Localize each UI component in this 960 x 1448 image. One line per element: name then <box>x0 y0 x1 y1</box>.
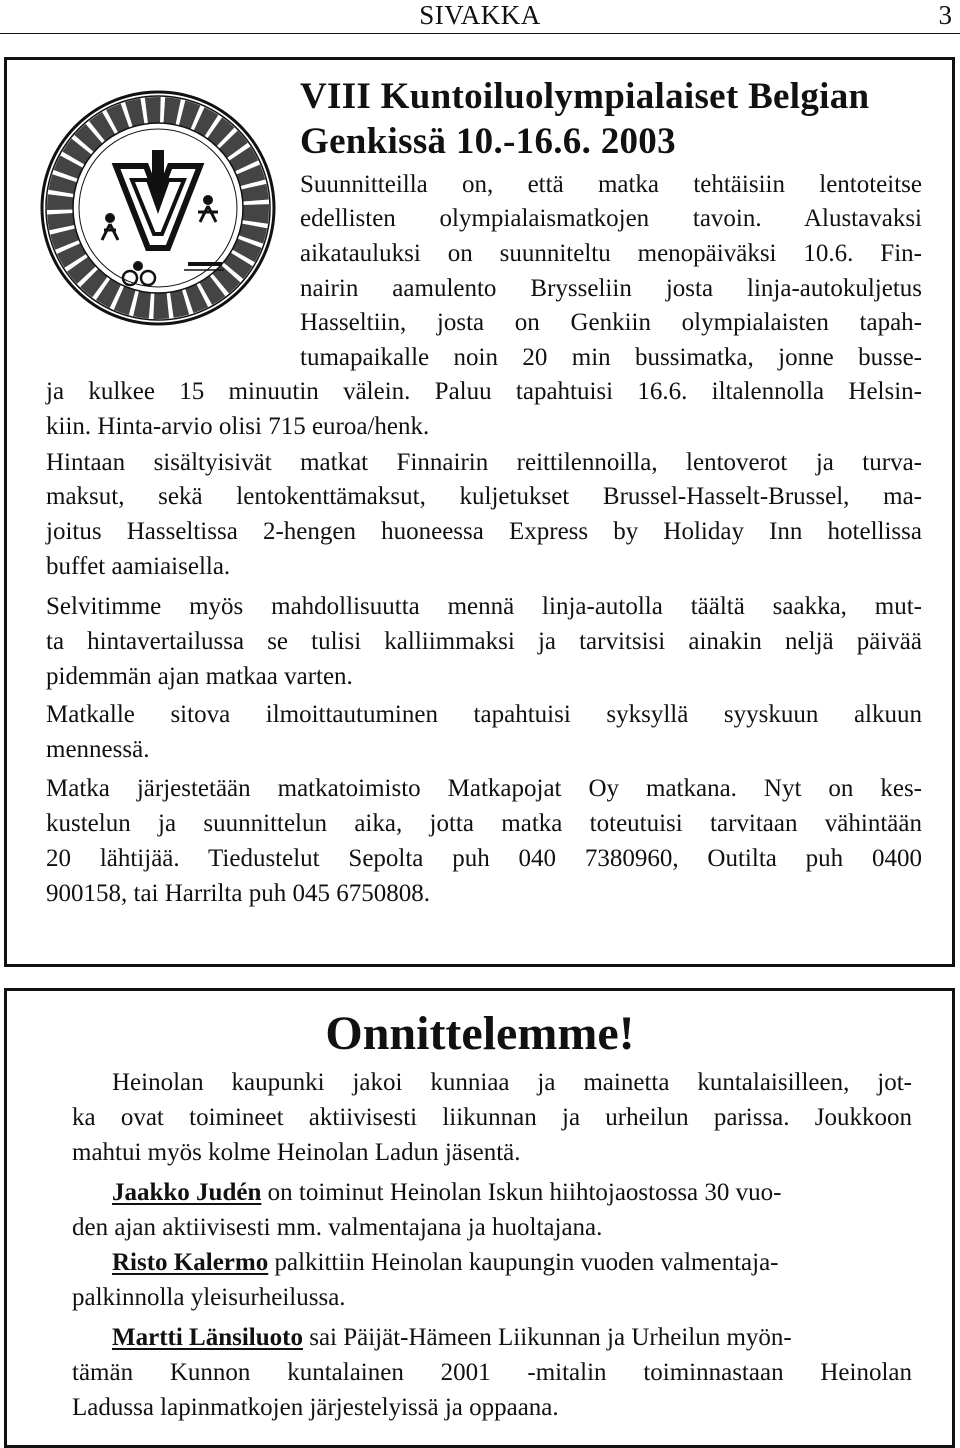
article-title <box>300 74 940 164</box>
body-line: maksut, sekä lentokenttämaksut, kuljetukset Brussel-Hasselt-Brussel, ma- <box>46 483 922 510</box>
honoree-text: on toiminut Heinolan Iskun hiihtojaostossa 30 vuo- <box>261 1179 782 1206</box>
honoree-name: Risto Kalermo <box>112 1249 269 1276</box>
page-number: 3 <box>938 0 952 30</box>
honoree-paragraph-2 <box>112 1246 912 1280</box>
body-line: ja kulkee 15 minuutin välein. Paluu tapahtuisi 16.6. iltalennolla Helsin- <box>46 378 922 405</box>
body-line: Matkalle sitova ilmoittautuminen tapahtuisi syksyllä syyskuun alkuun <box>46 701 922 728</box>
body-line: ta hintavertailussa se tulisi kalliimmaksi ja tarvitsisi ainakin neljä päivää <box>46 628 922 655</box>
body-line: edellisten olympialaismatkojen tavoin. Alustavaksi <box>300 205 922 232</box>
body-line: 900158, tai Harrilta puh 045 6750808. <box>46 880 430 907</box>
body-line: ka ovat toimineet aktiivisesti liikunnan ja urheilun parissa. Joukkoon <box>72 1104 912 1131</box>
body-line: Hasseltiin, josta on Genkiin olympialaisten tapah- <box>300 309 922 336</box>
article-title-line-2: Genkissä 10.-16.6. 2003 <box>300 121 676 162</box>
body-line: buffet aamiaisella. <box>46 553 231 580</box>
body-line: Matka järjestetään matkatoimisto Matkapojat Oy matkana. Nyt on kes- <box>46 775 922 802</box>
body-line: Heinolan kaupunki jakoi kunniaa ja mainetta kuntalaisilleen, jot- <box>112 1069 912 1096</box>
body-line: pidemmän ajan matkaa varten. <box>46 663 353 690</box>
header-rule <box>0 33 960 34</box>
body-line: mennessä. <box>46 736 150 763</box>
body-line: palkinnolla yleisurheilussa. <box>72 1284 346 1311</box>
honoree-paragraph-3 <box>112 1321 912 1355</box>
olympics-emblem-logo <box>38 88 278 328</box>
article-title-line-1: VIII Kuntoiluolympialaiset Belgian <box>300 76 870 117</box>
running-header-title: SIVAKKA <box>419 0 541 30</box>
body-line: aikatauluksi on suunniteltu menopäiväksi 10.6. Fin- <box>300 240 922 267</box>
body-line: kiin. Hinta-arvio olisi 715 euroa/henk. <box>46 413 430 440</box>
body-line: Suunnitteilla on, että matka tehtäisiin lentoteitse <box>300 171 922 198</box>
body-line: Selvitimme myös mahdollisuutta mennä linja-autolla täältä saakka, mut- <box>46 593 922 620</box>
honoree-name: Martti Länsiluoto <box>112 1324 303 1351</box>
honoree-text: palkittiin Heinolan kaupungin vuoden valmentaja- <box>268 1249 779 1276</box>
congratulations-title: Onnittelemme! <box>325 1007 635 1060</box>
body-line: mahtui myös kolme Heinolan Ladun jäsentä. <box>72 1139 521 1166</box>
body-line: tämän Kunnon kuntalainen 2001 -mitalin toiminnastaan Heinolan <box>72 1359 912 1386</box>
honoree-paragraph-1 <box>112 1176 912 1210</box>
body-line: nairin aamulento Brysseliin josta linja-autokuljetus <box>300 275 922 302</box>
body-line: kustelun ja suunnittelun aika, jotta matka toteutuisi tarvitaan vähintään <box>46 810 922 837</box>
body-line: joitus Hasseltissa 2-hengen huoneessa Express by Holiday Inn hotellissa <box>46 518 922 545</box>
body-line: Hintaan sisältyisivät matkat Finnairin reittilennoilla, lentoverot ja turva- <box>46 449 922 476</box>
honoree-text: sai Päijät-Hämeen Liikunnan ja Urheilun myön- <box>302 1324 792 1351</box>
body-line: 20 lähtijää. Tiedustelut Sepolta puh 040 7380960, Outilta puh 0400 <box>46 845 922 872</box>
body-line: tumapaikalle noin 20 min bussimatka, jonne busse- <box>300 344 922 371</box>
body-line: den ajan aktiivisesti mm. valmentajana ja huoltajana. <box>72 1214 603 1241</box>
body-line: Ladussa lapinmatkojen järjestelyissä ja oppaana. <box>72 1394 559 1421</box>
honoree-name: Jaakko Judén <box>112 1179 262 1206</box>
